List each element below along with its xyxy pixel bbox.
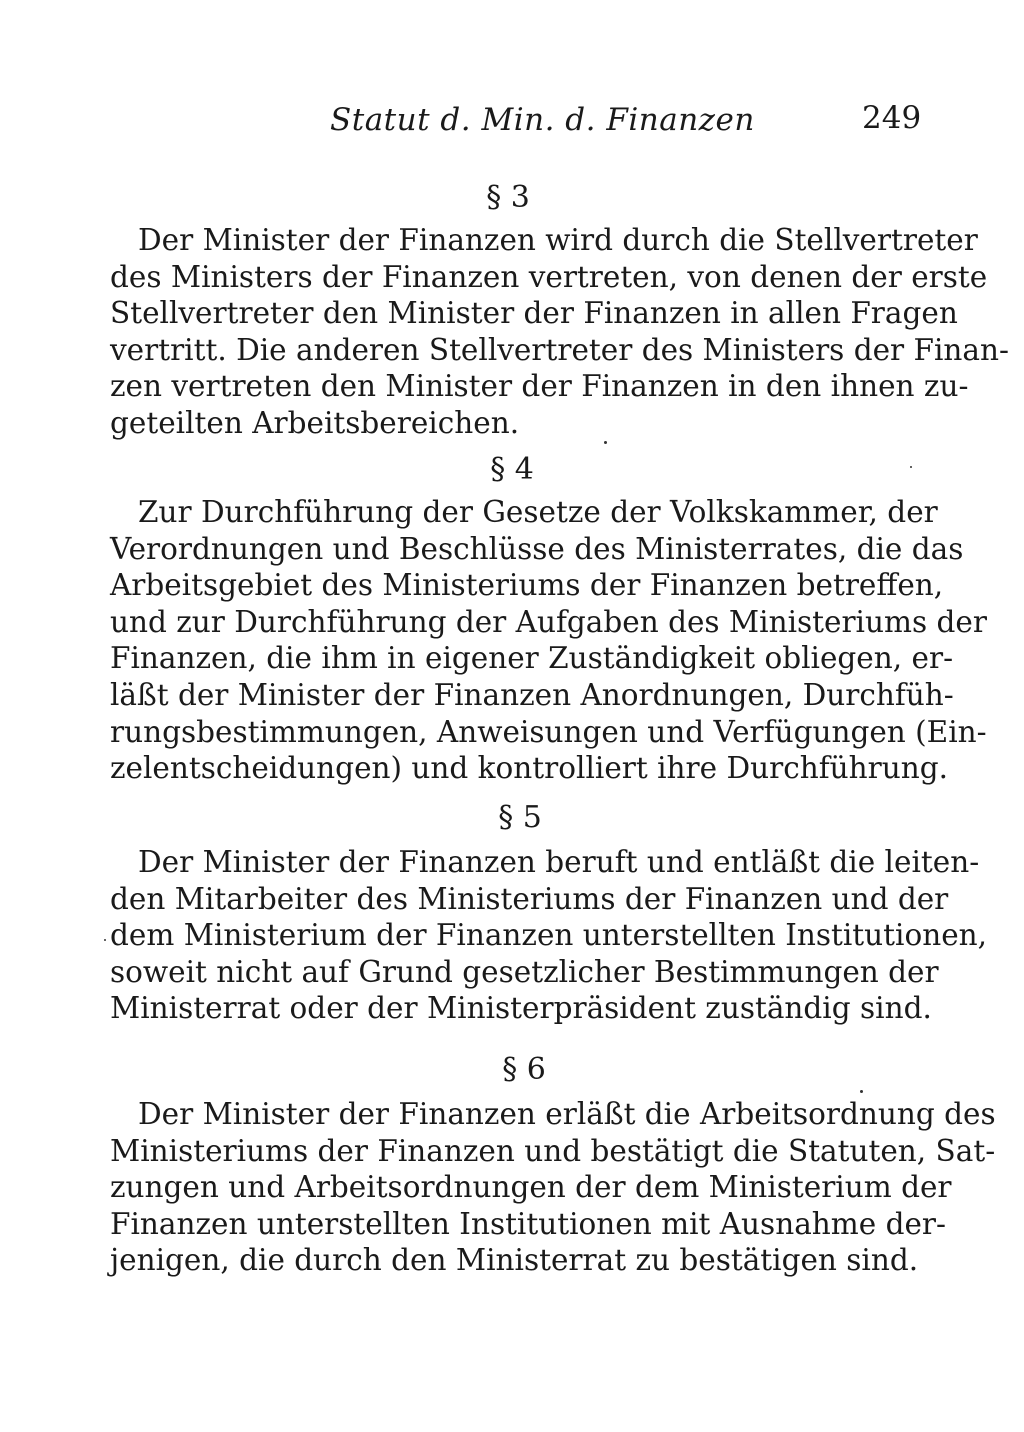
text-line: Stellvertreter den Minister der Finanzen in allen Fragen	[110, 296, 958, 331]
text-line: Arbeitsgebiet des Ministeriums der Finanzen betreffen,	[110, 568, 944, 603]
section-6-paragraph	[110, 1096, 996, 1279]
text-line: dem Ministerium der Finanzen unterstellten Institutionen,	[110, 918, 988, 953]
text-line: Verordnungen und Beschlüsse des Ministerrates, die das	[110, 531, 964, 566]
text-line: vertritt. Die anderen Stellvertreter des Ministers der Finan-	[110, 332, 1009, 367]
text-line: Der Minister der Finanzen beruft und entläßt die leiten-	[138, 845, 980, 879]
text-line: läßt der Minister der Finanzen Anordnungen, Durchfüh-	[110, 677, 954, 712]
text-line: soweit nicht auf Grund gesetzlicher Bestimmungen der	[110, 954, 939, 989]
section-mark-4: § 4	[490, 452, 534, 487]
text-line: und zur Durchführung der Aufgaben des Ministeriums der	[110, 604, 987, 639]
print-speck	[860, 1090, 863, 1093]
section-mark-6: § 6	[502, 1052, 546, 1087]
text-line: zen vertreten den Minister der Finanzen in den ihnen zu-	[110, 369, 969, 404]
section-4-paragraph	[110, 494, 987, 787]
print-speck	[104, 939, 106, 941]
text-line: des Ministers der Finanzen vertreten, von denen der erste	[110, 259, 988, 294]
text-line: jenigen, die durch den Ministerrat zu bestätigen sind.	[110, 1243, 919, 1278]
text-line: den Mitarbeiter des Ministeriums der Finanzen und der	[110, 881, 949, 916]
text-line: zelentscheidungen) und kontrolliert ihre Durchführung.	[110, 751, 949, 786]
page-number: 249	[862, 100, 922, 136]
text-line: rungsbestimmungen, Anweisungen und Verfügungen (Ein-	[110, 714, 987, 749]
text-line: Der Minister der Finanzen erläßt die Arbeitsordnung des	[138, 1097, 996, 1131]
section-3-paragraph	[110, 222, 1009, 442]
text-line: zungen und Arbeitsordnungen der dem Ministerium der	[110, 1170, 952, 1205]
text-line: Ministerrat oder der Ministerpräsident zuständig sind.	[110, 991, 932, 1026]
text-line: Der Minister der Finanzen wird durch die Stellvertreter	[138, 223, 978, 257]
section-5-paragraph	[110, 844, 988, 1027]
text-line: Finanzen unterstellten Institutionen mit Ausnahme der-	[110, 1206, 946, 1241]
print-speck	[604, 441, 607, 444]
text-line: geteilten Arbeitsbereichen.	[110, 405, 520, 440]
text-line: Ministeriums der Finanzen und bestätigt die Statuten, Sat-	[110, 1133, 996, 1168]
section-mark-5: § 5	[498, 800, 542, 835]
running-head-title: Statut d. Min. d. Finanzen	[330, 102, 755, 138]
text-line: Zur Durchführung der Gesetze der Volkskammer, der	[138, 495, 938, 529]
section-mark-3: § 3	[486, 180, 530, 215]
print-speck	[910, 466, 912, 468]
text-line: Finanzen, die ihm in eigener Zuständigkeit obliegen, er-	[110, 641, 954, 676]
